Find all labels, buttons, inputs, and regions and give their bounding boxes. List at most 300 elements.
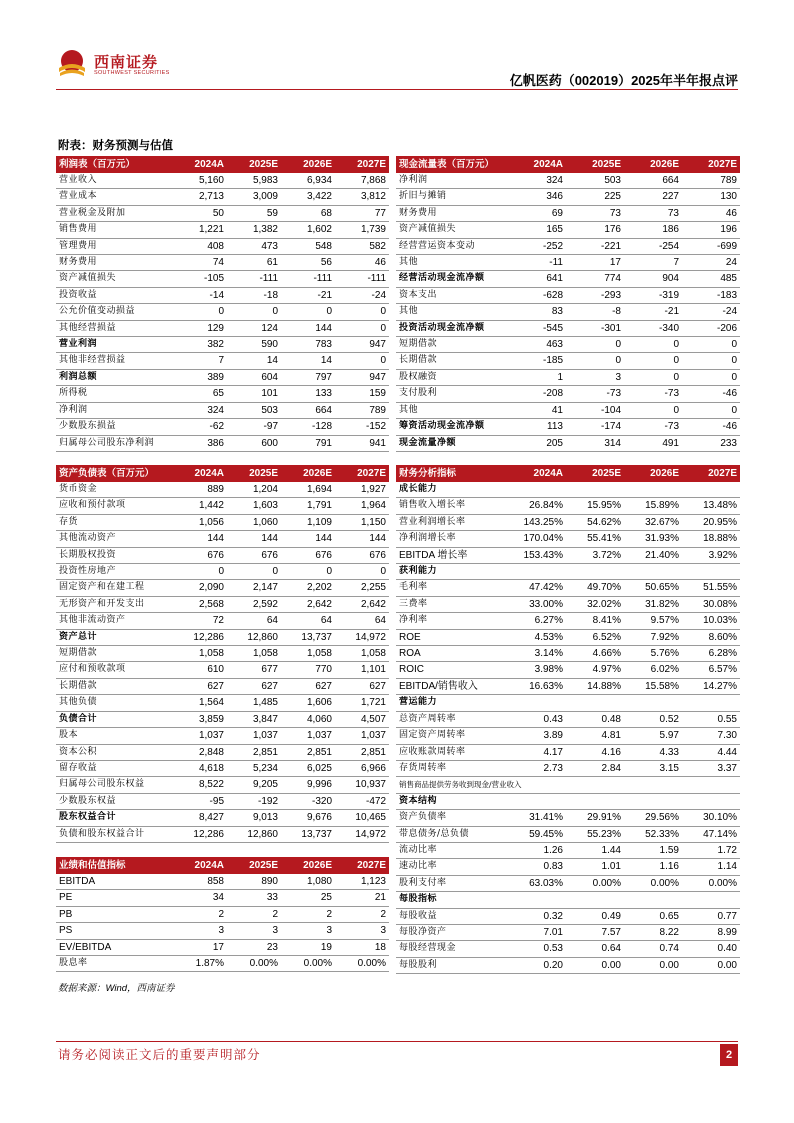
value-cell: 676 xyxy=(227,547,281,563)
table-title-cell: 利润表（百万元） xyxy=(56,156,173,173)
value-cell xyxy=(682,892,740,908)
value-cell: 5.97 xyxy=(624,728,682,744)
row-label: 少数股东权益 xyxy=(56,793,173,809)
row-label: 其他 xyxy=(396,402,508,418)
value-cell: 227 xyxy=(624,189,682,205)
row-label: 归属母公司股东权益 xyxy=(56,777,173,793)
value-cell: 17 xyxy=(566,255,624,271)
table-row xyxy=(56,353,389,369)
value-cell: 14,972 xyxy=(335,826,389,842)
table-row xyxy=(396,173,740,189)
row-label: 财务费用 xyxy=(396,205,508,221)
value-cell: 3.98% xyxy=(508,662,566,678)
value-cell: 0.00% xyxy=(281,956,335,972)
row-label: 留存收益 xyxy=(56,760,173,776)
value-cell: 8.41% xyxy=(566,613,624,629)
value-cell: 1,204 xyxy=(227,482,281,498)
value-cell: 3 xyxy=(335,923,389,939)
value-cell: 789 xyxy=(335,402,389,418)
row-label: 管理费用 xyxy=(56,238,173,254)
row-label: 其他负债 xyxy=(56,695,173,711)
table-row xyxy=(396,369,740,385)
value-cell xyxy=(566,482,624,498)
row-label: 固定资产周转率 xyxy=(396,728,508,744)
row-label: 带息债务/总负债 xyxy=(396,826,508,842)
value-cell: 46 xyxy=(335,255,389,271)
value-cell: 389 xyxy=(173,369,227,385)
table-row xyxy=(56,238,389,254)
value-cell: -206 xyxy=(682,320,740,336)
value-cell: 6,966 xyxy=(335,760,389,776)
value-cell: -174 xyxy=(566,419,624,435)
table-row xyxy=(396,482,740,498)
value-cell: 24 xyxy=(682,255,740,271)
table-row xyxy=(56,760,389,776)
value-cell: 858 xyxy=(173,874,227,890)
row-label: 经营营运资本变动 xyxy=(396,238,508,254)
value-cell: 1.44 xyxy=(566,842,624,858)
row-label: 流动比率 xyxy=(396,842,508,858)
year-header-cell: 2026E xyxy=(281,465,335,482)
value-cell: 3.14% xyxy=(508,646,566,662)
value-cell: 463 xyxy=(508,337,566,353)
value-cell: 59.45% xyxy=(508,826,566,842)
table-row xyxy=(396,859,740,875)
value-cell: 3,812 xyxy=(335,189,389,205)
table-row xyxy=(56,271,389,287)
table-row xyxy=(396,662,740,678)
value-cell: 503 xyxy=(566,173,624,189)
row-label: 净利润增长率 xyxy=(396,531,508,547)
table-title-cell: 现金流量表（百万元） xyxy=(396,156,508,173)
row-label: 长期股权投资 xyxy=(56,547,173,563)
logo-chinese-text: 西南证券 xyxy=(94,53,159,71)
value-cell: -111 xyxy=(335,271,389,287)
value-cell: 1,109 xyxy=(281,514,335,530)
value-cell: 51.55% xyxy=(682,580,740,596)
row-label: 应付和预收款项 xyxy=(56,662,173,678)
row-label: PE xyxy=(56,890,173,906)
value-cell: 7.57 xyxy=(566,924,624,940)
value-cell: 590 xyxy=(227,337,281,353)
row-label: 每股净资产 xyxy=(396,924,508,940)
value-cell: 3,009 xyxy=(227,189,281,205)
value-cell: 0 xyxy=(682,353,740,369)
value-cell: 0 xyxy=(624,402,682,418)
value-cell: 1.26 xyxy=(508,842,566,858)
row-label: 少数股东损益 xyxy=(56,419,173,435)
value-cell: -111 xyxy=(281,271,335,287)
table-row xyxy=(56,222,389,238)
value-cell: 1,058 xyxy=(227,646,281,662)
value-cell: 783 xyxy=(281,337,335,353)
table-row xyxy=(396,271,740,287)
value-cell: 64 xyxy=(227,613,281,629)
value-cell: 5,160 xyxy=(173,173,227,189)
value-cell: 503 xyxy=(227,402,281,418)
table-row xyxy=(396,711,740,727)
table-row xyxy=(396,386,740,402)
value-cell: 14 xyxy=(227,353,281,369)
row-label: 财务费用 xyxy=(56,255,173,271)
value-cell: 225 xyxy=(566,189,624,205)
table-row xyxy=(396,337,740,353)
table-row xyxy=(56,386,389,402)
value-cell: 3.15 xyxy=(624,760,682,776)
value-cell: 0 xyxy=(682,337,740,353)
year-header-cell: 2024A xyxy=(508,465,566,482)
value-cell: 0.00% xyxy=(227,956,281,972)
table-row xyxy=(396,287,740,303)
row-label: 每股股利 xyxy=(396,957,508,973)
value-cell: 2,713 xyxy=(173,189,227,205)
value-cell: -319 xyxy=(624,287,682,303)
row-label: 每股指标 xyxy=(396,892,508,908)
value-cell: 65 xyxy=(173,386,227,402)
value-cell: 1,964 xyxy=(335,498,389,514)
value-cell: 12,860 xyxy=(227,629,281,645)
table-row xyxy=(396,189,740,205)
row-label: 营业利润 xyxy=(56,337,173,353)
footer-divider xyxy=(56,1041,738,1042)
table-row xyxy=(396,498,740,514)
value-cell: 0.83 xyxy=(508,859,566,875)
table-row xyxy=(56,874,389,890)
value-cell: 0.55 xyxy=(682,711,740,727)
value-cell: 789 xyxy=(682,173,740,189)
value-cell: 0.00% xyxy=(335,956,389,972)
year-header-cell: 2026E xyxy=(281,857,335,874)
value-cell xyxy=(566,777,624,793)
table-row xyxy=(56,369,389,385)
value-cell: 2,202 xyxy=(281,580,335,596)
value-cell: 144 xyxy=(173,531,227,547)
value-cell: 32.02% xyxy=(566,596,624,612)
value-cell: -11 xyxy=(508,255,566,271)
row-label: 短期借款 xyxy=(56,646,173,662)
value-cell: -18 xyxy=(227,287,281,303)
value-cell: -21 xyxy=(624,304,682,320)
value-cell: 2 xyxy=(281,906,335,922)
value-cell: -320 xyxy=(281,793,335,809)
row-label: 净利润 xyxy=(396,173,508,189)
row-label: 现金流量净额 xyxy=(396,435,508,451)
table-row xyxy=(396,629,740,645)
row-label: 股权融资 xyxy=(396,369,508,385)
row-label: 营业利润增长率 xyxy=(396,514,508,530)
value-cell: 13,737 xyxy=(281,826,335,842)
table-row xyxy=(56,906,389,922)
year-header-cell: 2025E xyxy=(566,465,624,482)
disclaimer-text: 请务必阅读正文后的重要声明部分 xyxy=(58,1047,261,1062)
value-cell: 9,676 xyxy=(281,810,335,826)
value-cell: 548 xyxy=(281,238,335,254)
table-row xyxy=(396,875,740,891)
table-row xyxy=(396,924,740,940)
value-cell: 144 xyxy=(281,320,335,336)
table-row xyxy=(396,580,740,596)
value-cell: 4.66% xyxy=(566,646,624,662)
value-cell: 0.77 xyxy=(682,908,740,924)
row-label: 应收和预付款项 xyxy=(56,498,173,514)
value-cell: -73 xyxy=(624,386,682,402)
value-cell: 0 xyxy=(335,564,389,580)
row-label: 公允价值变动损益 xyxy=(56,304,173,320)
table-row xyxy=(396,744,740,760)
value-cell: 2,255 xyxy=(335,580,389,596)
value-cell: 0 xyxy=(335,304,389,320)
row-label: 负债合计 xyxy=(56,711,173,727)
value-cell: 324 xyxy=(173,402,227,418)
value-cell: 7,868 xyxy=(335,173,389,189)
value-cell: 1,564 xyxy=(173,695,227,711)
table-row xyxy=(396,238,740,254)
value-cell: 664 xyxy=(624,173,682,189)
value-cell: 59 xyxy=(227,205,281,221)
value-cell: 2 xyxy=(173,906,227,922)
value-cell: 6.02% xyxy=(624,662,682,678)
value-cell: 2,090 xyxy=(173,580,227,596)
value-cell xyxy=(508,793,566,809)
row-label: 股利支付率 xyxy=(396,875,508,891)
value-cell: 2 xyxy=(335,906,389,922)
value-cell: 3 xyxy=(173,923,227,939)
table-row xyxy=(396,402,740,418)
value-cell xyxy=(682,695,740,711)
value-cell: 2,642 xyxy=(335,596,389,612)
table-row xyxy=(56,205,389,221)
value-cell: 47.42% xyxy=(508,580,566,596)
row-label: 获利能力 xyxy=(396,564,508,580)
value-cell: 46 xyxy=(682,205,740,221)
value-cell: -111 xyxy=(227,271,281,287)
value-cell: 3.89 xyxy=(508,728,566,744)
value-cell: 947 xyxy=(335,337,389,353)
value-cell: 4,060 xyxy=(281,711,335,727)
row-label: 其他流动资产 xyxy=(56,531,173,547)
table-row xyxy=(396,793,740,809)
value-cell: 15.89% xyxy=(624,498,682,514)
value-cell: 3.92% xyxy=(682,547,740,563)
value-cell: 947 xyxy=(335,369,389,385)
table-row xyxy=(56,547,389,563)
value-cell: 50.65% xyxy=(624,580,682,596)
row-label: 利润总额 xyxy=(56,369,173,385)
row-label: 每股经营现金 xyxy=(396,941,508,957)
table-title-cell: 财务分析指标 xyxy=(396,465,508,482)
value-cell: 144 xyxy=(335,531,389,547)
value-cell: 2,568 xyxy=(173,596,227,612)
value-cell: -340 xyxy=(624,320,682,336)
value-cell: 889 xyxy=(173,482,227,498)
value-cell: 0.00% xyxy=(566,875,624,891)
value-cell: 19 xyxy=(281,939,335,955)
table-row xyxy=(56,923,389,939)
value-cell: -545 xyxy=(508,320,566,336)
row-label: 归属母公司股东净利润 xyxy=(56,435,173,451)
value-cell: -301 xyxy=(566,320,624,336)
value-cell: 386 xyxy=(173,435,227,451)
table-row xyxy=(56,744,389,760)
value-cell: -73 xyxy=(624,419,682,435)
table-row xyxy=(56,255,389,271)
value-cell: 10.03% xyxy=(682,613,740,629)
value-cell xyxy=(508,695,566,711)
row-label: 资产减值损失 xyxy=(56,271,173,287)
value-cell: 1,058 xyxy=(173,646,227,662)
table-row xyxy=(396,892,740,908)
table-row xyxy=(56,498,389,514)
year-header-cell: 2027E xyxy=(335,465,389,482)
value-cell: 0.00 xyxy=(624,957,682,973)
value-cell: 12,286 xyxy=(173,629,227,645)
value-cell xyxy=(624,564,682,580)
value-cell: 54.62% xyxy=(566,514,624,530)
value-cell: 627 xyxy=(281,678,335,694)
row-label: ROE xyxy=(396,629,508,645)
row-label: 营业收入 xyxy=(56,173,173,189)
value-cell: 14.27% xyxy=(682,678,740,694)
value-cell: 31.82% xyxy=(624,596,682,612)
value-cell: 676 xyxy=(335,547,389,563)
row-label: 其他经营损益 xyxy=(56,320,173,336)
row-label: PB xyxy=(56,906,173,922)
value-cell: 1,150 xyxy=(335,514,389,530)
value-cell xyxy=(624,482,682,498)
table-row xyxy=(396,435,740,451)
value-cell: 26.84% xyxy=(508,498,566,514)
row-label: 三费率 xyxy=(396,596,508,612)
value-cell: 49.70% xyxy=(566,580,624,596)
value-cell: 9.57% xyxy=(624,613,682,629)
value-cell: 1,060 xyxy=(227,514,281,530)
value-cell: 1.01 xyxy=(566,859,624,875)
row-label: EBITDA xyxy=(56,874,173,890)
table-row xyxy=(396,908,740,924)
value-cell: 0 xyxy=(566,353,624,369)
value-cell: 1,037 xyxy=(173,728,227,744)
row-label: 其他非经营损益 xyxy=(56,353,173,369)
value-cell: 4.53% xyxy=(508,629,566,645)
value-cell: 770 xyxy=(281,662,335,678)
row-label: ROA xyxy=(396,646,508,662)
value-cell: 23 xyxy=(227,939,281,955)
row-label: 无形资产和开发支出 xyxy=(56,596,173,612)
value-cell: 14 xyxy=(281,353,335,369)
value-cell: 0 xyxy=(227,564,281,580)
value-cell: 55.41% xyxy=(566,531,624,547)
table-row xyxy=(56,435,389,451)
table-row xyxy=(396,613,740,629)
value-cell: 83 xyxy=(508,304,566,320)
table-row xyxy=(396,678,740,694)
value-cell: 1,080 xyxy=(281,874,335,890)
value-cell xyxy=(508,892,566,908)
value-cell: 21 xyxy=(335,890,389,906)
table-row xyxy=(56,189,389,205)
value-cell: 1,058 xyxy=(335,646,389,662)
value-cell: 153.43% xyxy=(508,547,566,563)
row-label: 存货 xyxy=(56,514,173,530)
value-cell: 627 xyxy=(227,678,281,694)
value-cell xyxy=(508,482,566,498)
value-cell: 7.92% xyxy=(624,629,682,645)
value-cell: 324 xyxy=(508,173,566,189)
value-cell: 3 xyxy=(281,923,335,939)
table-row xyxy=(396,205,740,221)
value-cell: 0.48 xyxy=(566,711,624,727)
value-cell: 0.00 xyxy=(566,957,624,973)
value-cell: 61 xyxy=(227,255,281,271)
table-row xyxy=(396,419,740,435)
year-header-cell: 2026E xyxy=(624,465,682,482)
value-cell: 41 xyxy=(508,402,566,418)
row-label: 长期借款 xyxy=(396,353,508,369)
table-row xyxy=(56,320,389,336)
value-cell: 101 xyxy=(227,386,281,402)
table-row xyxy=(396,320,740,336)
value-cell: 0.49 xyxy=(566,908,624,924)
row-label: 销售商品提供劳务收到现金/营业收入 xyxy=(396,777,508,793)
value-cell: -104 xyxy=(566,402,624,418)
value-cell: 677 xyxy=(227,662,281,678)
value-cell: 1,037 xyxy=(227,728,281,744)
table-row xyxy=(396,222,740,238)
value-cell: 2,848 xyxy=(173,744,227,760)
row-label: 固定资产和在建工程 xyxy=(56,580,173,596)
value-cell: 176 xyxy=(566,222,624,238)
value-cell: 0 xyxy=(566,337,624,353)
value-cell: 791 xyxy=(281,435,335,451)
value-cell: 1.59 xyxy=(624,842,682,858)
value-cell: 641 xyxy=(508,271,566,287)
value-cell: 3 xyxy=(566,369,624,385)
table-row xyxy=(396,596,740,612)
value-cell: 604 xyxy=(227,369,281,385)
value-cell: 2,851 xyxy=(335,744,389,760)
value-cell: 33.00% xyxy=(508,596,566,612)
value-cell: -46 xyxy=(682,419,740,435)
value-cell: 0 xyxy=(682,402,740,418)
value-cell: 664 xyxy=(281,402,335,418)
value-cell: 0 xyxy=(173,304,227,320)
value-cell: 77 xyxy=(335,205,389,221)
value-cell: 10,465 xyxy=(335,810,389,826)
value-cell: 0.40 xyxy=(682,941,740,957)
value-cell: 130 xyxy=(682,189,740,205)
value-cell: -252 xyxy=(508,238,566,254)
value-cell: -208 xyxy=(508,386,566,402)
table-row xyxy=(56,728,389,744)
value-cell: 1.16 xyxy=(624,859,682,875)
table-row xyxy=(56,711,389,727)
value-cell: 21.40% xyxy=(624,547,682,563)
value-cell: -105 xyxy=(173,271,227,287)
value-cell: 0 xyxy=(624,337,682,353)
row-label: EV/EBITDA xyxy=(56,939,173,955)
value-cell: 170.04% xyxy=(508,531,566,547)
table-row xyxy=(56,531,389,547)
table-row xyxy=(396,695,740,711)
year-header-cell: 2027E xyxy=(682,465,740,482)
year-header-cell: 2025E xyxy=(227,857,281,874)
table-header-row xyxy=(396,465,740,482)
year-header-cell: 2025E xyxy=(227,156,281,173)
value-cell: 14.88% xyxy=(566,678,624,694)
value-cell: 1.14 xyxy=(682,859,740,875)
table-row xyxy=(56,419,389,435)
row-label: 毛利率 xyxy=(396,580,508,596)
